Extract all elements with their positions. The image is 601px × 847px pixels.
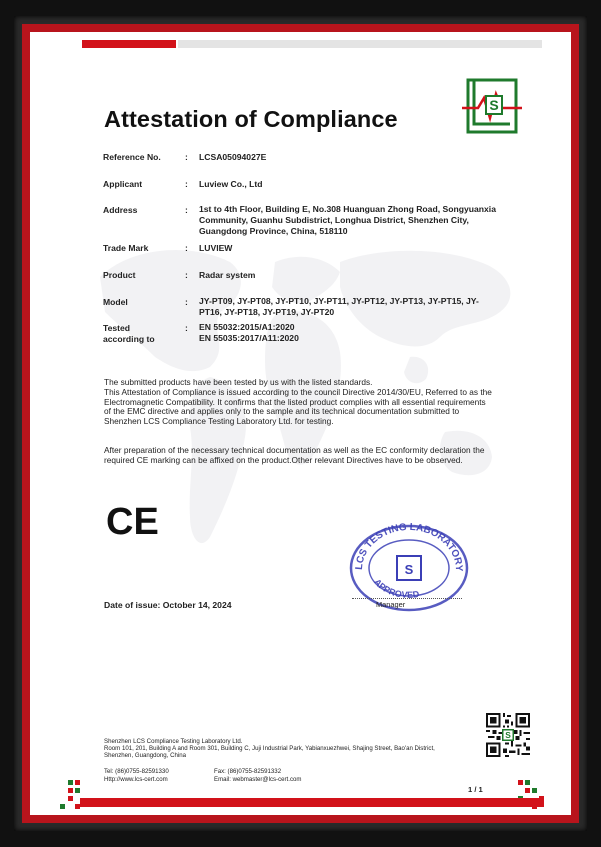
stamp-bottom-text: APPROVED [372, 576, 420, 600]
colon: : [185, 323, 188, 333]
date-of-issue: Date of issue: October 14, 2024 [104, 600, 232, 610]
bottom-red-bar [80, 798, 544, 807]
footer-address: Room 101, 201, Building A and Room 301, Building C, Juji Industrial Park, Yabianxuezhwei, Shajing Street, Bao'an District, Shenzhen, Guangdong, China [104, 745, 435, 760]
stamp-logo-letter: S [404, 562, 414, 577]
colon: : [185, 179, 188, 189]
lcs-logo [460, 74, 524, 138]
ce-mark-text: CE [106, 502, 159, 538]
model-value: JY-PT09, JY-PT08, JY-PT10, JY-PT11, JY-PT12, JY-PT13, JY-PT15, JY-PT16, JY-PT18, JY-PT19, JY-PT20 [199, 296, 479, 317]
decor-square [518, 780, 523, 785]
logo-letter: S [489, 97, 499, 113]
product-label: Product [103, 270, 136, 280]
svg-text:S: S [505, 730, 511, 741]
tested-label: Tested according to [103, 323, 155, 344]
page-number: 1 / 1 [468, 785, 483, 794]
footer-website: Http://www.lcs-cert.com [104, 776, 168, 783]
tested-statement: The submitted products have been tested by us with the listed standards. [104, 377, 373, 387]
stamp-top-text: LCS TESTING LABORATORY [353, 522, 465, 572]
certificate-title: Attestation of Compliance [104, 106, 398, 132]
trademark-label: Trade Mark [103, 243, 149, 253]
manager-label: Manager [376, 600, 406, 609]
applicant-value: Luview Co., Ltd [199, 179, 263, 189]
colon: : [185, 243, 188, 253]
signature-line [352, 598, 462, 599]
address-value: 1st to 4th Floor, Building E, No.308 Huanguan Zhong Road, Songyuanxia Community, Guanhu Subdistrict, Longhua District, Shenzhen City, Guangdong Province, China, 518110 [199, 204, 496, 236]
standards-value: EN 55032:2015/A1:2020 EN 55035:2017/A11:2020 [199, 322, 299, 343]
colon: : [185, 152, 188, 162]
top-gray-bar [178, 40, 542, 48]
ce-marking-paragraph: After preparation of the necessary technical documentation as well as the EC conformity declaration the required CE marking can be affixed on the product.Other relevant Directives have to be observed. [104, 445, 485, 465]
top-red-bar [82, 40, 176, 48]
colon: : [185, 270, 188, 280]
model-label: Model [103, 297, 128, 307]
decor-square [68, 796, 73, 801]
decor-square [532, 788, 537, 793]
footer-email: Email: webmaster@lcs-cert.com [214, 776, 302, 783]
decor-square [525, 780, 530, 785]
trademark-value: LUVIEW [199, 243, 233, 253]
footer-tel: Tel: (86)0755-82591330 [104, 768, 169, 775]
decor-square [68, 788, 73, 793]
address-label: Address [103, 205, 138, 215]
certificate-paper [30, 32, 571, 815]
product-value: Radar system [199, 270, 256, 280]
reference-label: Reference No. [103, 152, 161, 162]
footer-company: Shenzhen LCS Compliance Testing Laboratory Ltd. [104, 738, 243, 745]
colon: : [185, 205, 188, 215]
decor-square [75, 780, 80, 785]
decor-square [75, 788, 80, 793]
ce-mark [106, 502, 162, 538]
decor-square [525, 788, 530, 793]
footer-fax: Fax: (86)0755-82591332 [214, 768, 282, 775]
decor-square [68, 780, 73, 785]
applicant-label: Applicant [103, 179, 143, 189]
reference-value: LCSA05094027E [199, 152, 267, 162]
colon: : [185, 297, 188, 307]
qr-code [486, 713, 530, 757]
decor-square [60, 804, 65, 809]
directive-paragraph: This Attestation of Compliance is issued according to the council Directive 2014/30/EU, Referred to as the Electromagnetic Compatibility. It confirms that the listed product complies with all essential requirements of the EMC directive and applies only to the sample and its technical documentation submitted to Shenzhen LCS Compliance Testing Laboratory Ltd. for testing. [104, 387, 492, 426]
